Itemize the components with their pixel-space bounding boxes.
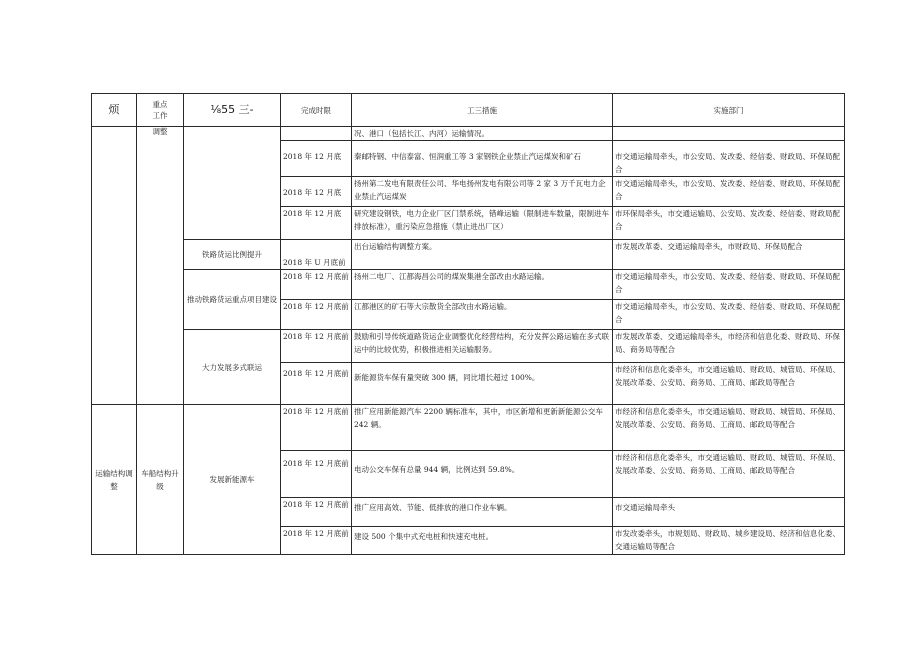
department-cell: 市交通运输局牵头，市公安局、发改委、经信委、财政局、环保局配合 — [613, 300, 845, 330]
table-header-row — [92, 94, 845, 127]
header-key-work: 重点 工作 — [137, 94, 184, 127]
department-cell: 市交通运输局牵头，市公安局、发改委、经信委、财政局、环保局配合 — [613, 270, 845, 300]
department-cell: 市交通运输局牵头 — [613, 498, 845, 527]
department-cell: 市经济和信息化委牵头，市交通运输局、财政局、城管局、环保局、发展改革委、公安局、商务局、工商局、邮政局等配合 — [613, 405, 845, 451]
department-cell — [613, 127, 845, 141]
deadline-cell — [281, 127, 352, 141]
measure-cell: 建设 500 个集中式充电桩和快速充电桩。 — [352, 527, 613, 555]
deadline-cell: 2018 年 12 月底前 — [281, 451, 352, 498]
department-cell: 市发展改革委、交通运输局牵头，市财政局、环保局配合 — [613, 240, 845, 270]
header-measures: 工三措施 — [352, 94, 613, 127]
category-cell — [92, 127, 137, 405]
deadline-cell: 2018 年 12 月底 — [281, 177, 352, 207]
department-cell: 市环保局牵头，市交通运输局、公安局、发改委、经信委、财政局配合 — [613, 207, 845, 240]
department-cell: 市经济和信息化委牵头，市交通运输局、财政局、城管局、环保局、发展改革委、公安局、商务局、工商局、邮政局等配合 — [613, 363, 845, 405]
table-row — [92, 270, 845, 300]
task-new-energy: 发展新能源车 — [184, 405, 281, 555]
deadline-cell: 2018 年 12 月底前 — [281, 363, 352, 405]
deadline-cell: 2018 年 12 月底前 — [281, 270, 352, 300]
deadline-cell: 2018 年 12 月底前 — [281, 330, 352, 363]
task-rail-project: 推动铁路货运重点项目建设 — [184, 270, 281, 330]
deadline-cell: 2018 年 12 月底 — [281, 141, 352, 177]
table-row — [92, 127, 845, 141]
measure-cell: 研究建设钢铁，电力企业厂区门禁系统，错峰运输（限制进车数量，限制进车排放标准），重污染应急措施（禁止进出厂区） — [352, 207, 613, 240]
header-task: ⅛55 三- — [184, 94, 281, 127]
measure-cell: 况、港口（包括长江、内河）运输情况。 — [352, 127, 613, 141]
task-rail-freight: 铁路货运比例提升 — [184, 240, 281, 270]
department-cell: 市经济和信息化委牵头，市交通运输局、财政局、城管局、环保局、发展改革委、公安局、商务局、工商局、邮政局等配合 — [613, 451, 845, 498]
header-deadline: 完成时限 — [281, 94, 352, 127]
deadline-cell: 2018 年 12 月底 — [281, 207, 352, 240]
measure-cell: 鼓励和引导传统道路货运企业调整优化经营结构，充分发挥公路运输在多式联运中的比较优势，积极推进相关运输服务。 — [352, 330, 613, 363]
measure-cell: 秦邮特钢、中信泰富、恒润重工等 3 家钢铁企业禁止汽运煤炭和矿石 — [352, 141, 613, 177]
table-row — [92, 330, 845, 363]
header-department: 实施部门 — [613, 94, 845, 127]
task-cell — [184, 127, 281, 240]
department-cell: 市发改委牵头，市规划局、财政局、城乡建设局、经济和信息化委、交通运输局等配合 — [613, 527, 845, 555]
key-work-cell: 调整 — [137, 127, 184, 405]
deadline-cell: 2018 年 12 月底前 — [281, 405, 352, 451]
measure-cell: 江都港区的矿石等大宗散货全部改由水路运输。 — [352, 300, 613, 330]
deadline-cell: 2018 年 12 月底前 — [281, 527, 352, 555]
table-row — [92, 405, 845, 451]
measure-cell: 扬州二电厂、江都海昌公司的煤炭集港全部改由水路运输。 — [352, 270, 613, 300]
header-category: 烦 — [92, 94, 137, 127]
table-row — [92, 240, 845, 270]
measure-cell: 推广应用高效、节能、低排放的港口作业车辆。 — [352, 498, 613, 527]
measure-cell: 出台运输结构调整方案。 — [352, 240, 613, 270]
deadline-cell: 2018 年 12 月底前 — [281, 300, 352, 330]
deadline-cell: 2018 年 12 月底前 — [281, 498, 352, 527]
category-cell: 运输结构调整 — [92, 405, 137, 555]
measure-cell: 新能源货车保有量突破 300 辆，同比增长超过 100%。 — [352, 363, 613, 405]
department-cell: 市交通运输局牵头，市公安局、发改委、经信委、财政局、环保局配合 — [613, 141, 845, 177]
measure-cell: 推广应用新能源汽车 2200 辆标准车，其中，市区新增和更新新能源公交车 242 辆。 — [352, 405, 613, 451]
key-work-cell: 车船结构升级 — [137, 405, 184, 555]
department-cell: 市交通运输局牵头，市公安局、发改委、经信委、财政局、环保局配合 — [613, 177, 845, 207]
task-table — [91, 93, 845, 555]
measure-cell: 扬州第二发电有限责任公司、华电扬州发电有限公司等 2 家 3 万千瓦电力企业禁止汽运煤炭 — [352, 177, 613, 207]
task-multimodal: 大力发展多式联运 — [184, 330, 281, 405]
deadline-cell: 2018 年 U 月底前 — [281, 240, 352, 270]
department-cell: 市发展改革委、交通运输局牵头，市经济和信息化委、财政局、环保局、商务局等配合 — [613, 330, 845, 363]
measure-cell: 电动公交车保有总量 944 辆，比例达到 59.8%。 — [352, 451, 613, 498]
